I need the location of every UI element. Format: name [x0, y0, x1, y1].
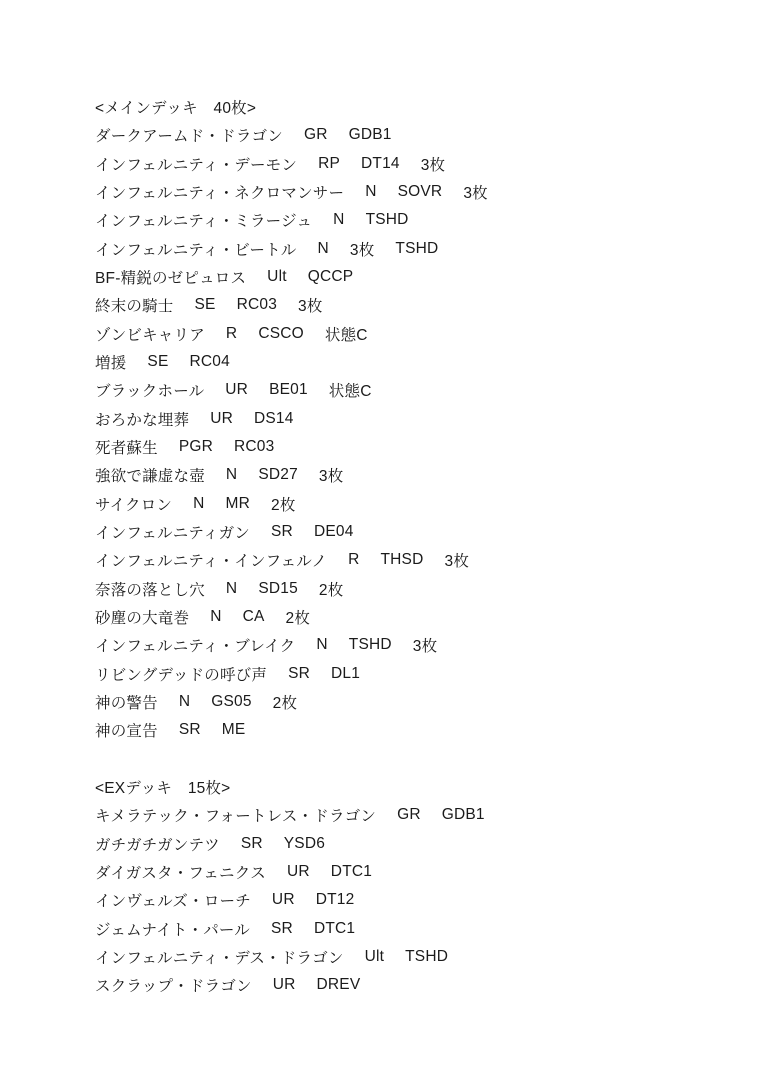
card-name: インフェルニティ・インフェルノ	[95, 553, 328, 571]
card-attr: 2枚	[271, 496, 296, 514]
deck-line	[95, 858, 734, 886]
card-attr: N	[365, 183, 377, 201]
card-attr: DT14	[361, 154, 400, 172]
card-attr: SOVR	[397, 183, 443, 201]
deck-line	[95, 943, 734, 971]
card-attr: SE	[147, 353, 169, 371]
card-name: キメラテック・フォートレス・ドラゴン	[95, 808, 377, 826]
card-attr: 状態C	[328, 383, 372, 401]
card-attr: N	[225, 579, 238, 597]
deck-line	[95, 490, 734, 518]
deck-line	[95, 716, 734, 744]
card-attr: 状態C	[324, 326, 368, 344]
card-attr: N	[225, 466, 238, 484]
card-attr: DE04	[313, 523, 354, 541]
card-name: インフェルニティガン	[95, 525, 250, 543]
card-attr: SR	[178, 721, 201, 739]
deck-line	[95, 320, 734, 348]
card-name: おろかな埋葬	[95, 411, 190, 429]
card-name: インヴェルズ・ローチ	[95, 893, 251, 911]
deck-line	[95, 263, 734, 291]
card-name: ジェムナイト・パール	[95, 921, 250, 939]
deck-line	[95, 915, 734, 943]
card-attr: N	[210, 608, 222, 626]
card-attr: BE01	[269, 381, 308, 399]
deck-line	[95, 801, 734, 829]
card-attr: CA	[242, 608, 265, 626]
deck-line	[95, 405, 734, 433]
card-name: 増援	[95, 355, 127, 373]
card-attr: SD15	[258, 579, 298, 597]
main-deck-card-list	[95, 121, 734, 744]
card-attr: GR	[397, 806, 421, 824]
card-attr: RC04	[189, 353, 230, 371]
card-attr: 3枚	[298, 298, 323, 316]
card-name: 死者蘇生	[95, 440, 158, 458]
deck-line	[95, 631, 734, 659]
card-attr: DREV	[316, 976, 361, 994]
card-name: インフェルニティ・ブレイク	[95, 638, 296, 656]
card-attr: UR	[272, 976, 296, 994]
card-attr: GR	[303, 126, 328, 144]
card-attr: SE	[194, 296, 216, 314]
card-name: ダークアームド・ドラゴン	[95, 128, 283, 146]
card-attr: UR	[271, 891, 295, 909]
deck-line	[95, 206, 734, 234]
card-attr: SR	[271, 523, 293, 541]
card-attr: N	[316, 636, 328, 654]
ex-deck-header	[95, 773, 734, 801]
card-attr: Ult	[267, 268, 287, 286]
card-attr: 3枚	[420, 156, 446, 174]
card-attr: N	[193, 494, 205, 512]
card-attr: DT12	[315, 891, 355, 909]
card-attr: 2枚	[272, 695, 298, 713]
card-attr: TSHD	[405, 948, 449, 965]
section-header-label: <EXデッキ 15枚>	[95, 780, 231, 798]
card-attr: 3枚	[412, 638, 438, 656]
card-attr: 3枚	[318, 468, 344, 486]
card-attr: UR	[210, 409, 233, 427]
ex-deck-section	[95, 773, 734, 1000]
main-deck-header	[95, 93, 734, 121]
deck-line	[95, 546, 734, 574]
card-name: 砂塵の大竜巻	[95, 610, 190, 628]
deck-line	[95, 971, 734, 999]
card-attr: 2枚	[318, 581, 344, 599]
card-name: 神の警告	[95, 695, 158, 713]
deck-line	[95, 660, 734, 688]
deck-line	[95, 121, 734, 149]
deck-line	[95, 150, 734, 178]
card-attr: Ult	[364, 948, 385, 965]
card-attr: CSCO	[258, 324, 304, 342]
card-attr: TSHD	[365, 211, 409, 229]
card-attr: GDB1	[348, 126, 392, 144]
deck-line	[95, 688, 734, 716]
card-attr: DL1	[331, 664, 361, 682]
card-name: サイクロン	[95, 496, 173, 514]
card-attr: N	[333, 211, 345, 229]
card-name: BF-精鋭のゼピュロス	[95, 270, 247, 288]
card-attr: ME	[221, 721, 246, 739]
card-attr: R	[225, 324, 238, 342]
deck-line	[95, 376, 734, 404]
deck-line	[95, 886, 734, 914]
card-name: リビングデッドの呼び声	[95, 666, 268, 684]
deck-line	[95, 830, 734, 858]
card-attr: 3枚	[444, 553, 470, 571]
card-name: インフェルニティ・ミラージュ	[95, 213, 313, 231]
card-attr: SR	[288, 664, 311, 682]
card-attr: DS14	[254, 409, 294, 427]
card-attr: GDB1	[441, 806, 485, 824]
card-attr: QCCP	[307, 268, 354, 286]
card-name: ダイガスタ・フェニクス	[95, 865, 266, 883]
ex-deck-card-list	[95, 801, 734, 999]
card-name: インフェルニティ・ネクロマンサー	[95, 185, 345, 203]
card-attr: TSHD	[348, 636, 392, 654]
section-header-label: <メインデッキ 40枚>	[95, 100, 257, 118]
card-attr: RC03	[234, 438, 275, 456]
deck-line	[95, 575, 734, 603]
deck-line	[95, 178, 734, 206]
deck-line	[95, 291, 734, 319]
card-attr: PGR	[178, 438, 214, 456]
card-name: インフェルニティ・デス・ドラゴン	[95, 950, 344, 967]
card-attr: 3枚	[463, 185, 488, 203]
deck-line	[95, 433, 734, 461]
card-attr: DTC1	[313, 919, 356, 937]
card-attr: UR	[287, 863, 310, 881]
deck-line	[95, 461, 734, 489]
card-name: インフェルニティ・ビートル	[95, 241, 297, 259]
card-attr: TSHD	[395, 239, 439, 257]
card-name: ゾンビキャリア	[95, 326, 205, 344]
card-name: 奈落の落とし穴	[95, 581, 205, 599]
card-attr: MR	[225, 494, 251, 512]
card-name: インフェルニティ・デーモン	[95, 156, 298, 174]
card-name: ブラックホール	[95, 383, 205, 401]
card-name: 神の宣告	[95, 723, 158, 741]
card-attr: 2枚	[285, 610, 311, 628]
card-attr: RC03	[236, 296, 278, 314]
card-name: 強欲で謙虚な壺	[95, 468, 205, 486]
card-name: ガチガチガンテツ	[95, 836, 220, 854]
card-attr: R	[348, 551, 360, 569]
deck-line	[95, 235, 734, 263]
card-attr: DTC1	[330, 863, 373, 881]
card-name: 終末の騎士	[95, 298, 174, 316]
card-attr: GS05	[211, 693, 252, 711]
card-attr: N	[317, 239, 329, 257]
card-attr: N	[178, 693, 191, 711]
card-attr: SR	[271, 919, 293, 937]
card-attr: UR	[225, 381, 249, 399]
card-attr: RP	[318, 154, 341, 172]
deck-line	[95, 518, 734, 546]
card-attr: SD27	[258, 466, 298, 484]
deck-line	[95, 603, 734, 631]
card-attr: SR	[240, 834, 263, 852]
card-attr: 3枚	[349, 241, 375, 259]
main-deck-section	[95, 93, 734, 745]
deck-line	[95, 348, 734, 376]
card-attr: YSD6	[283, 834, 326, 852]
card-name: スクラップ・ドラゴン	[95, 978, 252, 996]
card-attr: THSD	[380, 551, 424, 569]
